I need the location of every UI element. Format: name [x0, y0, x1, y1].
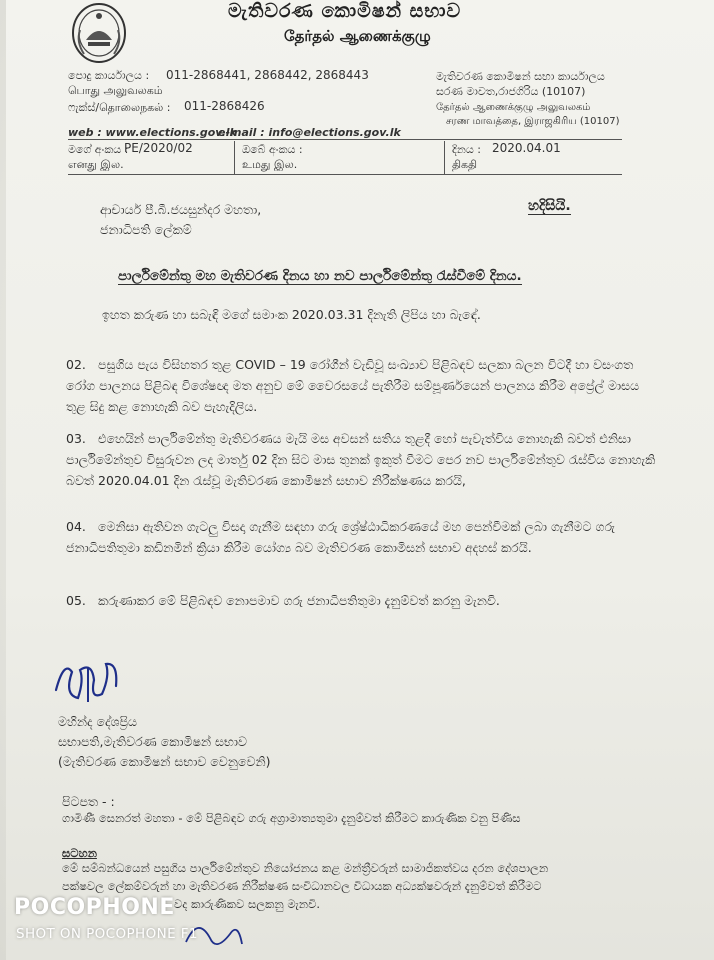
copies-label: පිටපත - : — [62, 794, 115, 809]
signatory-name: මහින්ද දේශප්‍රිය — [58, 714, 137, 729]
website: web : www.elections.gov.lk — [68, 126, 237, 139]
camera-brand-watermark: POCOPHONE — [14, 895, 175, 920]
subject-heading: පාර්ලිමේන්තු මහ මැතිවරණ දිනය හා නව පාර්ලිමේන්තු රැස්වීමේ දිනය. — [118, 268, 522, 284]
sri-lanka-emblem-icon — [70, 2, 128, 64]
paragraph-04 — [66, 516, 656, 558]
handwritten-signature — [44, 650, 134, 710]
letter-paper — [6, 0, 714, 960]
your-ref-label: ඔබේ අංකය : — [242, 143, 303, 156]
my-ref-label: මගේ අංකය : — [68, 143, 129, 156]
fax-label: ෆැක්ස්/தொலைநகல் : — [68, 101, 171, 114]
address-sinhala-2: සරණ මාවත,රාජගිරිය (10107) — [436, 85, 586, 98]
address-sinhala: මැතිවරණ කොමිෂන් සභා කාර්යාලය — [436, 70, 605, 83]
signatory-title: සභාපති,මැතිවරණ කොමිෂන් සභාව — [58, 734, 247, 749]
paragraph-02 — [66, 354, 656, 417]
date-label-tamil: திகதி — [452, 158, 478, 171]
email: e-mail : info@elections.gov.lk — [218, 126, 401, 139]
paragraph-text: එහෙයින් පාර්ලිමේන්තු මැතිවරණය මැයි මස අවසන් සතිය තුළදී හෝ පැවැත්විය නොහැකි බවත් එනිසා පාර්ලිමේන්තුව විසුරුවන ලද මාර්තු 02 දින සිට මාස තුනක් ඉකුත් වීමට පෙර නව පාර්ලිමේන්තුව රැස්විය නොහැකි බවත් 2020.04.01 දින රැස්වූ මැතිවරණ කොමිෂන් සභාව නිරීක්ෂණය කරයි, — [66, 431, 656, 488]
your-ref-label-tamil: உமது இல. — [242, 158, 298, 171]
addressee-line1: ආචාර්ය පී.බී.ජයසුන්දර මහතා, — [100, 202, 262, 217]
phone-numbers: 011-2868441, 2868442, 2868443 — [166, 68, 369, 82]
note-line3: වද කාරුණිකව සලකනු මැනවි. — [174, 897, 321, 911]
paragraph-number: 04. — [66, 519, 86, 534]
date-value: 2020.04.01 — [492, 141, 561, 155]
paragraph-number: 02. — [66, 357, 86, 372]
addressee-line2: ජනාධිපති ලේකම් — [100, 222, 192, 237]
address-tamil-2: சரண மாவத்தை, இராஜகிரிய (10107) — [446, 116, 620, 127]
urgent-marking: හදිසියි. — [528, 198, 571, 214]
paragraph-03 — [66, 428, 656, 491]
header-title-tamil: தேர்தல் ஆணைக்குழு — [284, 27, 431, 45]
phone-label: පොදු කාර්යාලය : — [68, 69, 150, 82]
phone-label-tamil: பொது அலுவலகம் — [68, 84, 163, 97]
header-title-sinhala: මැතිවරණ කොමිෂන් සභාව — [228, 0, 462, 22]
camera-caption-watermark: SHOT ON POCOPHONE F1 — [16, 926, 198, 942]
paragraph-text: පසුගිය පැය විසිහතර තුළ COVID – 19 රෝගීන් වැඩිවූ සංඛ්‍යාව පිළිබඳව සලකා බලන විටදී හා වසංගත රෝග පාලනය පිළිබඳ විශේෂඥ මත අනුව මේ වෛරසයේ පැතිරීම සම්පූර්ණයෙන් පාලනය කිරීම අප්‍රේල් මාසය තුළ සිදු කළ නොහැකි බව පැහැදිලිය. — [66, 357, 640, 414]
my-ref-label-tamil: எனது இல. — [68, 158, 124, 171]
note-line1: මේ සම්බන්ධයෙන් පසුගිය පාර්ලිමේන්තුව නියෝජනය කළ මන්ත්‍රීවරුන් සාමාජිකත්වය දරන දේශපාලන — [62, 861, 549, 875]
date-label: දිනය : — [452, 143, 481, 156]
signatory-behalf: (මැතිවරණ කොමිෂන් සභාව වෙනුවෙනි) — [58, 754, 271, 769]
paragraph-text: කරුණාකර මේ පිළිබඳව නොපමාව ගරු ජනාධිපතිතුමා දැනුම්වත් කරනු මැනවි. — [98, 593, 500, 608]
paragraph-number: 03. — [66, 431, 86, 446]
paragraph-05 — [66, 590, 656, 611]
note-label: සටහන — [62, 846, 97, 860]
address-tamil: தேர்தல் ஆணைக்குழு அலுவலகம் — [436, 102, 591, 113]
paragraph-text: මෙනිසා ඇතිවන ගැටලු විසදා ගැනීම සඳහා ගරු ශ්‍රේෂ්ඨාධිකරණයේ මහ පෙන්වීමක් ලබා ගැනීමට ගරු ජනාධිපතිතුමා කඩිනමින් ක්‍රියා කිරීම යෝග්‍ය බව මැතිවරණ කොමිසන් සභාව අදහස් කරයි. — [66, 519, 615, 555]
reference-line: ඉහත කරුණ හා සබැඳි මගේ සමාංක 2020.03.31 දිනැති ලිපිය හා බැඳේ. — [102, 307, 481, 322]
copies-line: ගාමිණී සෙනරත් මහතා - මේ පිළිබඳව ගරු අග්‍රාමාත්‍යතුමා දැනුම්වත් කිරීමට කාරුණික වනු පිණිස — [62, 811, 521, 825]
note-line2: පක්ෂවල ලේකම්වරුන් හා මැතිවරණ නිරීක්ෂණ සංවිධානවල විධායක අධ්‍යක්ෂවරුන් දැනුම්වත් කිරීමට — [62, 879, 542, 893]
fax-number: 011-2868426 — [184, 99, 265, 113]
my-ref-value: PE/2020/02 — [124, 141, 193, 155]
paragraph-number: 05. — [66, 593, 86, 608]
